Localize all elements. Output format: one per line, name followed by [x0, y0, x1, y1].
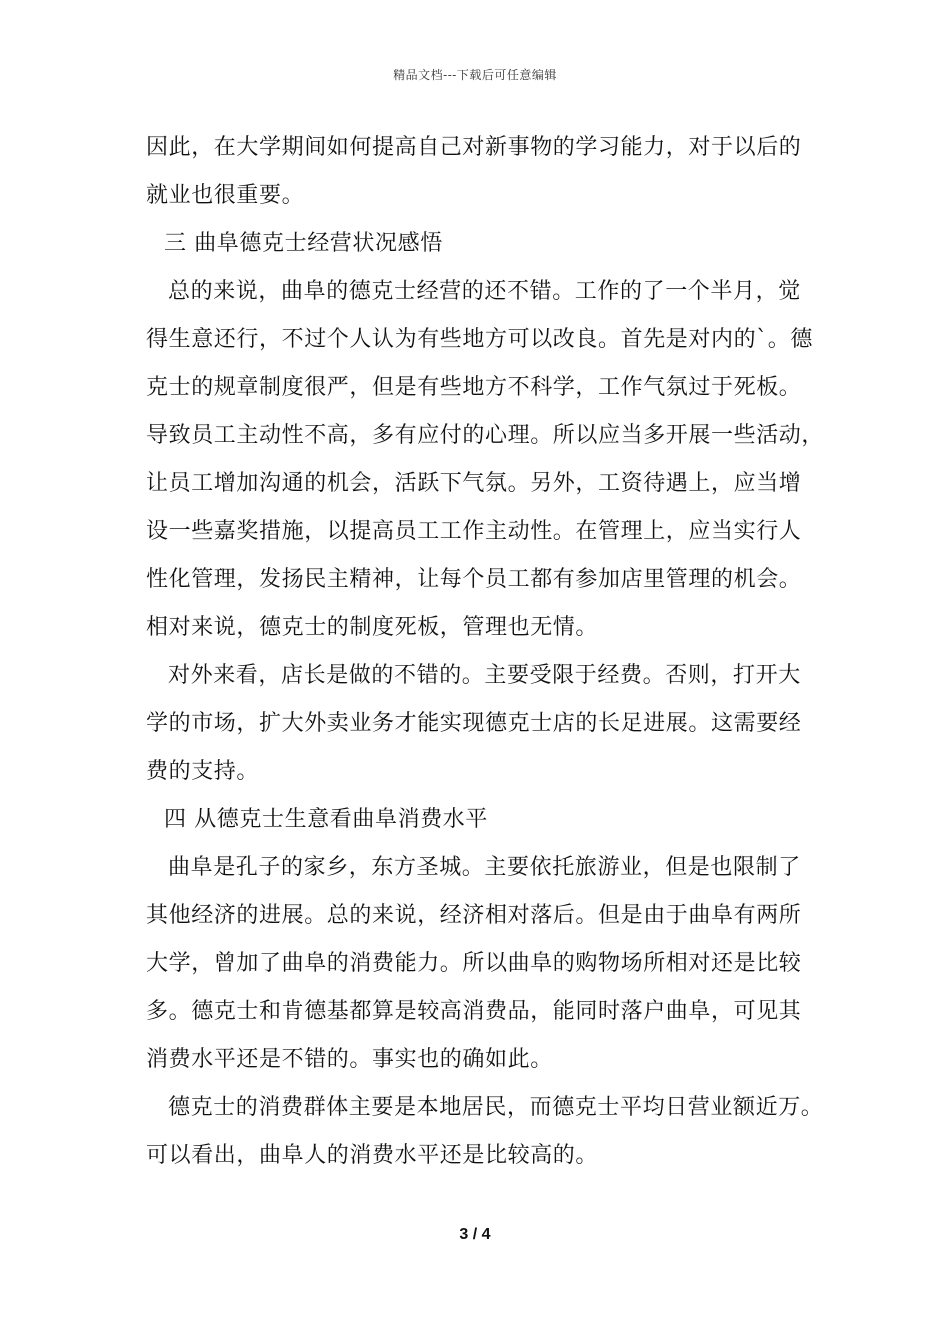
- body-line: 学的市场，扩大外卖业务才能实现德克士店的长足进展。这需要经: [146, 711, 802, 736]
- body-line: 消费水平还是不错的。事实也的确如此。: [146, 1047, 553, 1072]
- body-line: 相对来说，德克士的制度死板，管理也无情。: [146, 615, 599, 640]
- body-line: 大学，曾加了曲阜的消费能力。所以曲阜的购物场所相对还是比较: [146, 951, 802, 976]
- body-line: 费的支持。: [146, 759, 260, 784]
- paragraph-start-line: 曲阜是孔子的家乡，东方圣城。主要依托旅游业，但是也限制了: [168, 855, 801, 880]
- section-heading: 三 曲阜德克士经营状况感悟: [164, 231, 443, 256]
- paragraph-start-line: 总的来说，曲阜的德克士经营的还不错。工作的了一个半月，觉: [168, 279, 801, 304]
- body-line: 多。德克士和肯德基都算是较高消费品，能同时落户曲阜，可见其: [146, 999, 802, 1024]
- body-line: 可以看出，曲阜人的消费水平还是比较高的。: [146, 1143, 599, 1168]
- body-line: 得生意还行，不过个人认为有些地方可以改良。首先是对内的`。德: [146, 327, 814, 352]
- body-line: 性化管理，发扬民主精神，让每个员工都有参加店里管理的机会。: [146, 567, 802, 592]
- body-line: 其他经济的进展。总的来说，经济相对落后。但是由于曲阜有两所: [146, 903, 802, 928]
- page-number: 3 / 4: [459, 1226, 491, 1243]
- paragraph-start-line: 对外来看，店长是做的不错的。主要受限于经费。否则，打开大: [168, 663, 801, 688]
- document-body: [146, 124, 825, 1180]
- body-line: 克士的规章制度很严，但是有些地方不科学，工作气氛过于死板。: [146, 375, 802, 400]
- paragraph-start-line: 德克士的消费群体主要是本地居民，而德克士平均日营业额近万。: [168, 1095, 824, 1120]
- body-line: 因此，在大学期间如何提高自己对新事物的学习能力，对于以后的: [146, 135, 802, 160]
- body-line: 导致员工主动性不高，多有应付的心理。所以应当多开展一些活动，: [146, 423, 825, 448]
- page-header: 精品文档---下载后可任意编辑: [393, 68, 557, 82]
- section-heading: 四 从德克士生意看曲阜消费水平: [164, 807, 488, 832]
- body-line: 让员工增加沟通的机会，活跃下气氛。另外，工资待遇上，应当增: [146, 471, 802, 496]
- body-line: 就业也很重要。: [146, 183, 305, 208]
- body-line: 设一些嘉奖措施，以提高员工工作主动性。在管理上，应当实行人: [146, 519, 802, 544]
